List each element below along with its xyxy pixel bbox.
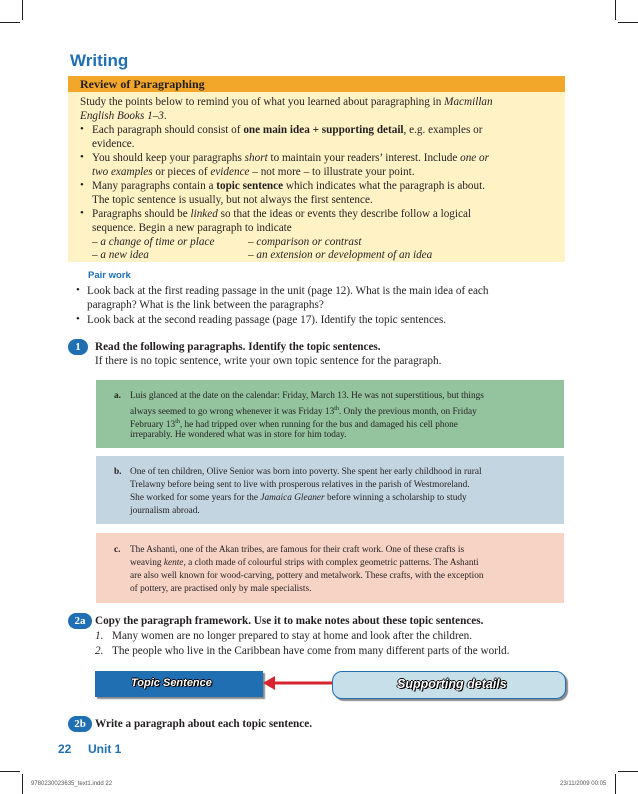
- paragraph-line: are also well known for wood-carving, pottery and metalwork. These crafts, with the exception: [130, 571, 484, 581]
- crop-mark: [0, 22, 20, 23]
- paragraph-line: She worked for some years for the Jamaica Gleaner before winning a scholarship to study: [130, 493, 467, 503]
- pair-work-item-1: Look back at the first reading passage in the unit (page 12). What is the main idea of each: [87, 285, 489, 297]
- crop-mark: [615, 774, 616, 794]
- paragraph-letter: c.: [114, 545, 121, 555]
- task-1-subinstruction: If there is no topic sentence, write your own topic sentence for the paragraph.: [95, 355, 442, 367]
- print-slug-right: 23/11/2009 00:05: [560, 781, 607, 787]
- review-point-4-cont: sequence. Begin a new paragraph to indicate: [92, 222, 292, 234]
- review-point-2: You should keep your paragraphs short to maintain your readers’ interest. Include one or: [92, 152, 489, 164]
- task-number-badge: 2a: [68, 613, 92, 629]
- review-point-4: Paragraphs should be linked so that the ideas or events they describe follow a logical: [92, 208, 472, 220]
- task-2b-instruction: Write a paragraph about each topic sentence.: [95, 718, 312, 730]
- review-intro: Study the points below to remind you of what you learned about paragraphing in Macmillan: [80, 96, 493, 108]
- page-number: 22: [58, 742, 72, 756]
- pair-work-item-2: Look back at the second reading passage (page 17). Identify the topic sentences.: [87, 314, 447, 326]
- bullet-icon: •: [80, 151, 84, 163]
- arrow-left-icon: [263, 671, 335, 697]
- pair-work-item-1-cont: paragraph? What is the link between the paragraphs?: [87, 299, 324, 311]
- crop-mark: [618, 22, 638, 23]
- task-number-badge: 1: [68, 339, 88, 355]
- review-point-3: Many paragraphs contain a topic sentence which indicates what the paragraph is about.: [92, 180, 486, 192]
- paragraph-line: Luis glanced at the date on the calendar: Friday, March 13. He was not superstitious, but things: [130, 391, 484, 401]
- crop-mark: [22, 0, 23, 20]
- paragraph-letter: a.: [114, 391, 121, 401]
- review-point-2-cont: two examples or pieces of evidence – not more – to illustrate your point.: [92, 166, 415, 178]
- bullet-icon: •: [76, 313, 80, 325]
- bullet-icon: •: [80, 123, 84, 135]
- topic-sentence-label: Topic Sentence: [131, 677, 212, 689]
- review-dash-3: – a new idea: [92, 249, 149, 261]
- crop-mark: [618, 771, 638, 772]
- review-header: [68, 76, 565, 92]
- topic-sentence-bar: [95, 671, 263, 697]
- task-2a-instruction: Copy the paragraph framework. Use it to make notes about these topic sentences.: [95, 615, 484, 627]
- pair-work-label: Pair work: [88, 270, 131, 281]
- topic-sentence-number: 2.: [95, 645, 104, 657]
- paragraph-line: One of ten children, Olive Senior was born into poverty. She spent her early childhood in rural: [130, 467, 482, 477]
- supporting-details-label: Supporting details: [397, 677, 507, 691]
- review-point-1-cont: evidence.: [92, 138, 135, 150]
- page-title: Writing: [70, 51, 129, 70]
- bullet-icon: •: [76, 284, 80, 296]
- topic-sentence-number: 1.: [95, 630, 104, 642]
- task-1-instruction: Read the following paragraphs. Identify the topic sentences.: [95, 341, 381, 353]
- bullet-icon: •: [80, 179, 84, 191]
- review-point-3-cont: The topic sentence is usually, but not always the first sentence.: [92, 194, 373, 206]
- print-slug-left: 9780230023635_text1.indd 22: [31, 781, 113, 787]
- paragraph-box-a: [96, 380, 564, 448]
- bullet-icon: •: [80, 207, 84, 219]
- paragraph-line: irreparably. He wondered what was in store for him today.: [130, 430, 347, 440]
- paragraph-line: always seemed to go wrong whenever it was Friday 13th. Only the previous month, on Friday: [130, 406, 477, 418]
- paragraph-framework: [95, 663, 563, 703]
- supporting-details-bar: [332, 671, 566, 699]
- review-box: [68, 76, 565, 262]
- paragraph-line: Trelawny before being sent to live with prosperous relatives in the parish of Westmoreland.: [130, 480, 470, 490]
- topic-sentence-2: The people who live in the Caribbean have come from many different parts of the world.: [112, 645, 510, 657]
- paragraph-box-c: [96, 533, 564, 603]
- paragraph-line: weaving kente, a cloth made of colourful strips with complex geometric patterns. The Ashanti: [130, 558, 479, 568]
- review-dash-2: – comparison or contrast: [248, 236, 362, 248]
- crop-mark: [615, 0, 616, 20]
- review-point-1: Each paragraph should consist of one main idea + supporting detail, e.g. examples or: [92, 124, 483, 136]
- paragraph-line: February 13th, he had tripped over when running for the bus and damaged his cell phone: [130, 419, 458, 431]
- crop-mark: [22, 774, 23, 794]
- paragraph-line: The Ashanti, one of the Akan tribes, are famous for their craft work. One of these crafts is: [130, 545, 465, 555]
- task-number-badge: 2b: [68, 716, 92, 732]
- crop-mark: [0, 771, 20, 772]
- paragraph-line: journalism abroad.: [130, 506, 200, 516]
- paragraph-box-b: [96, 456, 564, 524]
- topic-sentence-1: Many women are no longer prepared to stay at home and look after the children.: [112, 630, 473, 642]
- unit-label: Unit 1: [88, 742, 122, 756]
- review-heading: Review of Paragraphing: [80, 77, 205, 91]
- review-intro-cont: English Books 1–3.: [80, 110, 167, 122]
- paragraph-letter: b.: [114, 467, 122, 477]
- review-dash-1: – a change of time or place: [92, 236, 215, 248]
- review-dash-4: – an extension or development of an idea: [248, 249, 433, 261]
- paragraph-line: of pottery, are practised only by male specialists.: [130, 584, 312, 594]
